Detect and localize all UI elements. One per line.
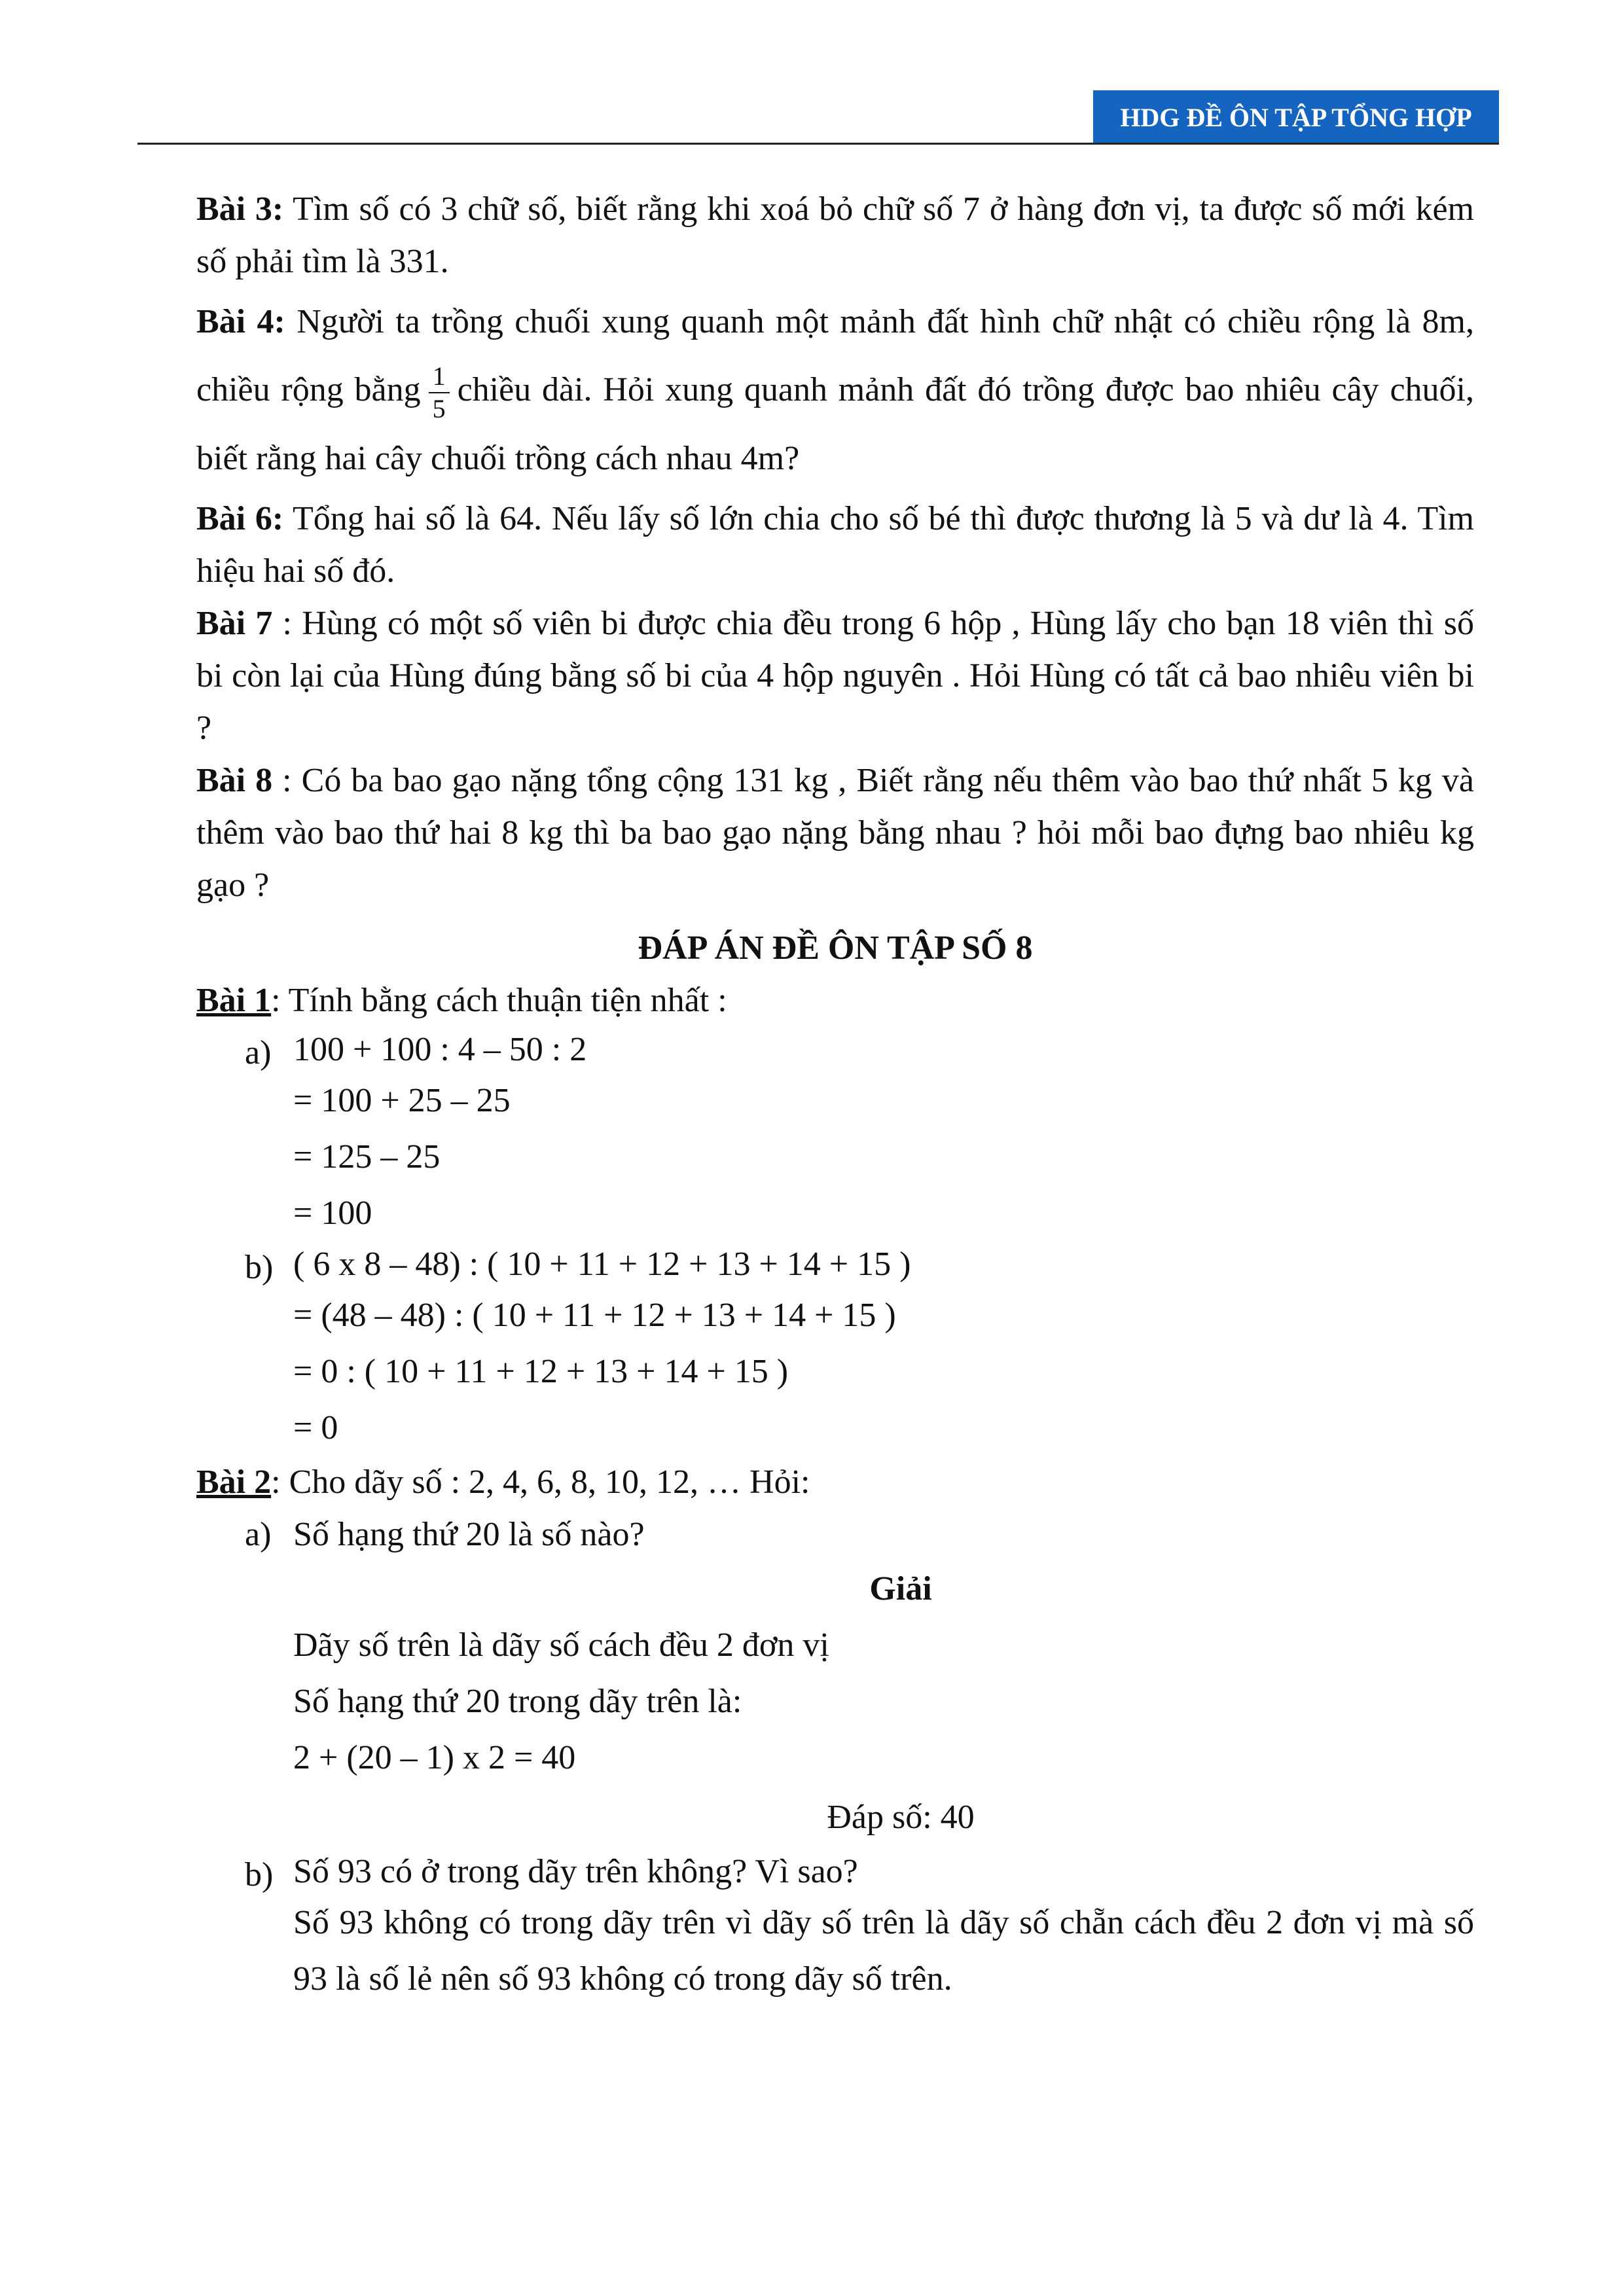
bai2-label: Bài 2 [196,1463,272,1501]
solution-line: 2 + (20 – 1) x 2 = 40 [293,1739,576,1777]
bai2-part-b [196,1849,1474,2007]
bai1-part-b [196,1242,1474,1456]
part-question: Số hạng thứ 20 là số nào? [293,1516,645,1554]
problem-label: Bài 4: [196,303,285,340]
problem-text: chiều dài. Hỏi xung quanh mảnh đất đó trồng được bao nhiêu cây chuối, biết rằng hai cây chuối trồng cách nhau 4m? [196,371,1474,478]
math-line: = 100 + 25 – 25 [293,1082,511,1120]
solution-line: Dãy số trên là dãy số cách đều 2 đơn vị [293,1626,829,1664]
fraction [429,361,450,425]
problem-label: Bài 6: [196,500,284,538]
math-line: ( 6 x 8 – 48) : ( 10 + 11 + 12 + 13 + 14 + 15 ) [293,1246,911,1283]
bai1-text: : Tính bằng cách thuận tiện nhất : [271,982,727,1020]
answers-title: ĐÁP ÁN ĐỀ ÔN TẬP SỐ 8 [638,929,1033,967]
problem-text: : Có ba bao gạo nặng tổng cộng 131 kg , Biết rằng nếu thêm vào bao thứ nhất 5 kg và thêm vào bao thứ hai 8 kg thì ba bao gạo nặng bằng nhau ? hỏi mỗi bao đựng bao nhiêu kg gạo ? [196,762,1474,905]
math-line: 100 + 100 : 4 – 50 : 2 [293,1031,587,1069]
problem-text: Tổng hai số là 64. Nếu lấy số lớn chia cho số bé thì được thương là 5 và dư là 4. Tìm hiệu hai số đó. [196,500,1474,590]
header-title-box [1093,90,1499,144]
solution-title: Giải [869,1570,932,1608]
problem-text: : Hùng có một số viên bi được chia đều trong 6 hộp , Hùng lấy cho bạn 18 viên thì số bi còn lại của Hùng đúng bằng số bi của 4 hộp nguyên . Hỏi Hùng có tất cả bao nhiêu viên bi ? [196,605,1475,747]
problem-text: Tìm số có 3 chữ số, biết rằng khi xoá bỏ chữ số 7 ở hàng đơn vị, ta được số mới kém số phải tìm là 331. [196,190,1475,280]
bai2-part-a [196,1509,1474,1561]
problem-4 [196,288,1474,493]
part-label: a) [245,1516,272,1554]
bai1-part-a [196,1027,1474,1242]
part-label: a) [245,1034,272,1072]
problem-label: Bài 7 [196,605,273,643]
part-label: b) [245,1249,274,1287]
problem-7 [196,598,1474,755]
part-answer: Số 93 không có trong dãy trên vì dãy số trên là dãy số chẵn cách đều 2 đơn vị mà số 93 là số lẻ nên số 93 không có trong dãy số trên. [293,1904,1474,1998]
header-divider [137,143,1499,145]
math-line: = 125 – 25 [293,1138,441,1176]
problem-8 [196,755,1474,912]
problem-6 [196,493,1474,598]
math-line: = 100 [293,1194,372,1232]
fraction-numerator: 1 [429,361,450,393]
problem-label: Bài 8 [196,762,273,800]
header-title: HDG ĐỀ ÔN TẬP TỔNG HỢP [1120,102,1472,132]
solution-line: Số hạng thứ 20 trong dãy trên là: [293,1683,742,1721]
part-question: Số 93 có ở trong dãy trên không? Vì sao? [293,1853,858,1891]
math-line: = 0 [293,1409,338,1447]
bai1-heading [196,975,1474,1027]
fraction-denominator: 5 [432,394,446,424]
bai2-text: : Cho dãy số : 2, 4, 6, 8, 10, 12, … Hỏi: [271,1463,810,1501]
document-body [196,183,1474,2007]
final-answer: Đáp số: 40 [827,1799,975,1837]
math-line: = (48 – 48) : ( 10 + 11 + 12 + 13 + 14 + 15 ) [293,1297,896,1335]
problem-label: Bài 3: [196,190,284,228]
bai1-label: Bài 1 [196,982,272,1020]
problem-3 [196,183,1474,288]
bai2-heading [196,1456,1474,1509]
problem-text: Người ta trồng chuối xung quanh một mảnh đất hình chữ nhật có chiều rộng là 8m, chiều rộng bằng [196,303,1474,408]
math-line: = 0 : ( 10 + 11 + 12 + 13 + 14 + 15 ) [293,1353,789,1391]
part-label: b) [245,1856,274,1894]
